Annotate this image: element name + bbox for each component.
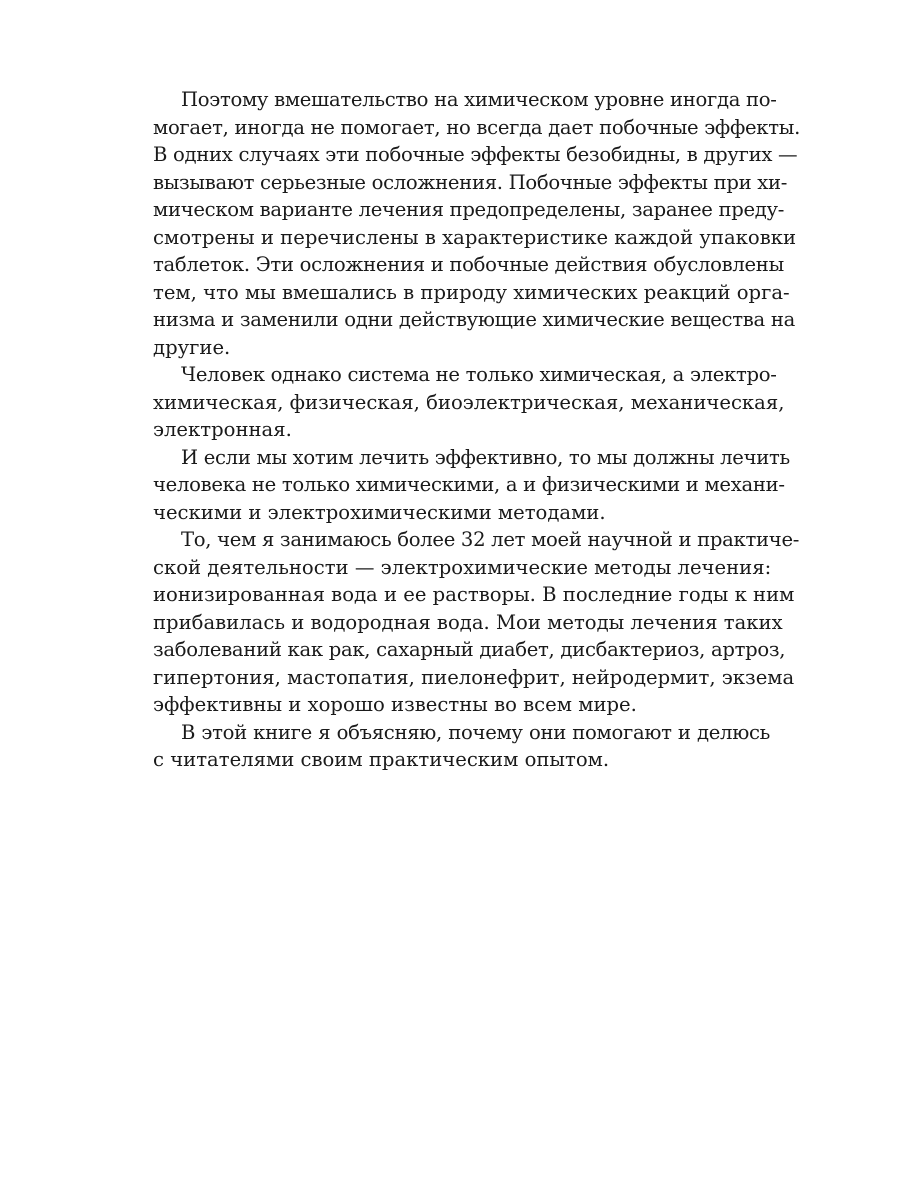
text-line: Поэтому вмешательство на химическом уровне иногда по- xyxy=(181,88,777,111)
text-line: В этой книге я объясняю, почему они помогают и делюсь xyxy=(181,720,770,744)
text-line: В одних случаях эти побочные эффекты безобидны, в других — xyxy=(153,143,798,166)
text-line: человека не только химическими, а и физическими и механи- xyxy=(153,473,785,496)
text-line: прибавилась и водородная вода. Мои методы лечения таких xyxy=(153,610,783,634)
text-line: электронная. xyxy=(153,418,292,441)
text-line: химическая, физическая, биоэлектрическая, механическая, xyxy=(153,390,785,414)
text-line: тем, что мы вмешались в природу химических реакций орга- xyxy=(153,280,790,304)
text-line: смотрены и перечислены в характеристике каждой упаковки xyxy=(153,225,797,249)
text-line: другие. xyxy=(153,335,231,359)
paragraph xyxy=(153,526,800,719)
body-text xyxy=(153,86,801,774)
text-line: То, чем я занимаюсь более 32 лет моей научной и практиче- xyxy=(181,528,800,551)
text-line: эффективны и хорошо известны во всем мире. xyxy=(153,693,637,716)
text-line: таблеток. Эти осложнения и побочные действия обусловлены xyxy=(153,253,784,276)
text-line: заболеваний как рак, сахарный диабет, дисбактериоз, артроз, xyxy=(153,638,786,661)
text-line: Человек однако система не только химическая, а электро- xyxy=(181,363,777,386)
paragraph xyxy=(153,444,790,527)
text-line: могает, иногда не помогает, но всегда дает побочные эффекты. xyxy=(153,115,801,139)
text-line: ской деятельности — электрохимические методы лечения: xyxy=(153,555,772,579)
text-line: ионизированная вода и ее растворы. В последние годы к ним xyxy=(153,583,795,606)
text-line: вызывают серьезные осложнения. Побочные эффекты при хи- xyxy=(153,170,788,194)
paragraph xyxy=(153,361,785,444)
text-line: ческими и электрохимическими методами. xyxy=(153,500,606,524)
text-line: мическом варианте лечения предопределены, заранее преду- xyxy=(153,198,785,221)
text-line: гипертония, мастопатия, пиелонефрит, нейродермит, экзема xyxy=(153,665,795,689)
text-line: низма и заменили одни действующие химические вещества на xyxy=(153,308,795,331)
paragraph xyxy=(153,719,770,774)
paragraph xyxy=(153,86,801,361)
text-line: с читателями своим практическим опытом. xyxy=(153,748,610,771)
text-line: И если мы хотим лечить эффективно, то мы должны лечить xyxy=(181,445,790,469)
